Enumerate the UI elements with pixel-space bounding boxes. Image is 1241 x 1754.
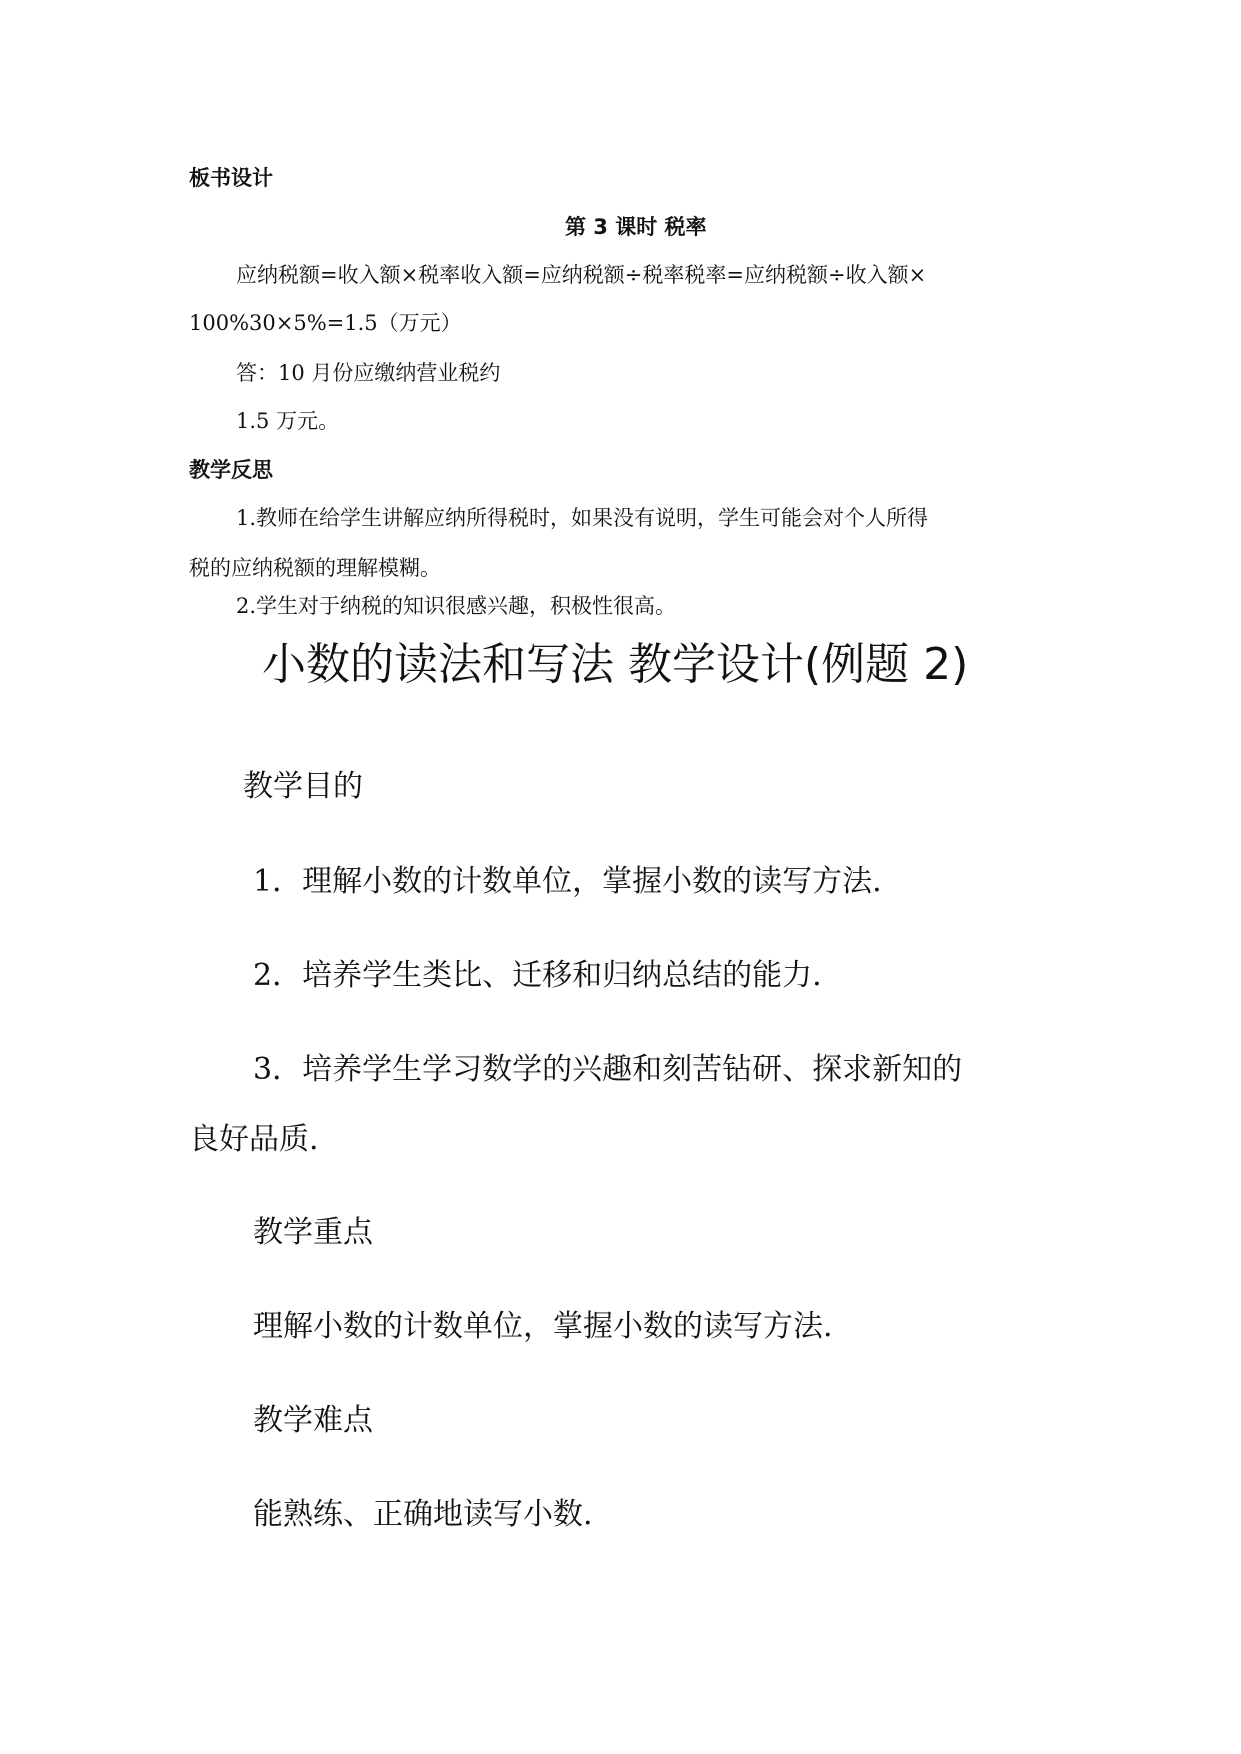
reflection-1-line-1: 1.教师在给学生讲解应纳所得税时，如果没有说明，学生可能会对个人所得: [236, 506, 929, 530]
reflection-2: 2.学生对于纳税的知识很感兴趣，积极性很高。: [236, 594, 677, 618]
difficulty-heading: 教学难点: [253, 1403, 373, 1438]
answer-line-1: 答：10 月份应缴纳营业税约: [236, 361, 501, 385]
objectives-heading: 教学目的: [243, 769, 363, 804]
key-points-text: 理解小数的计数单位，掌握小数的读写方法.: [253, 1309, 833, 1344]
reflection-1-line-2: 税的应纳税额的理解模糊。: [189, 556, 441, 580]
objective-1: 1．理解小数的计数单位，掌握小数的读写方法.: [253, 864, 882, 899]
objective-3-line-2: 良好品质.: [189, 1122, 319, 1157]
formula-line-2: 100%30×5%=1.5（万元）: [189, 311, 462, 335]
objective-3-line-1: 3．培养学生学习数学的兴趣和刻苦钻研、探求新知的: [253, 1052, 963, 1087]
objective-2: 2．培养学生类比、迁移和归纳总结的能力.: [253, 958, 822, 993]
key-points-heading: 教学重点: [253, 1215, 373, 1250]
difficulty-text: 能熟练、正确地读写小数.: [253, 1497, 593, 1532]
answer-line-2: 1.5 万元。: [236, 409, 340, 433]
formula-line-1: 应纳税额=收入额×税率收入额=应纳税额÷税率税率=应纳税额÷收入额×: [236, 263, 927, 287]
reflection-heading: 教学反思: [189, 458, 273, 482]
board-design-heading: 板书设计: [189, 166, 273, 190]
lesson-plan-title: 小数的读法和写法 教学设计(例题 2): [262, 639, 969, 690]
lesson-title: 第 3 课时 税率: [565, 215, 707, 239]
